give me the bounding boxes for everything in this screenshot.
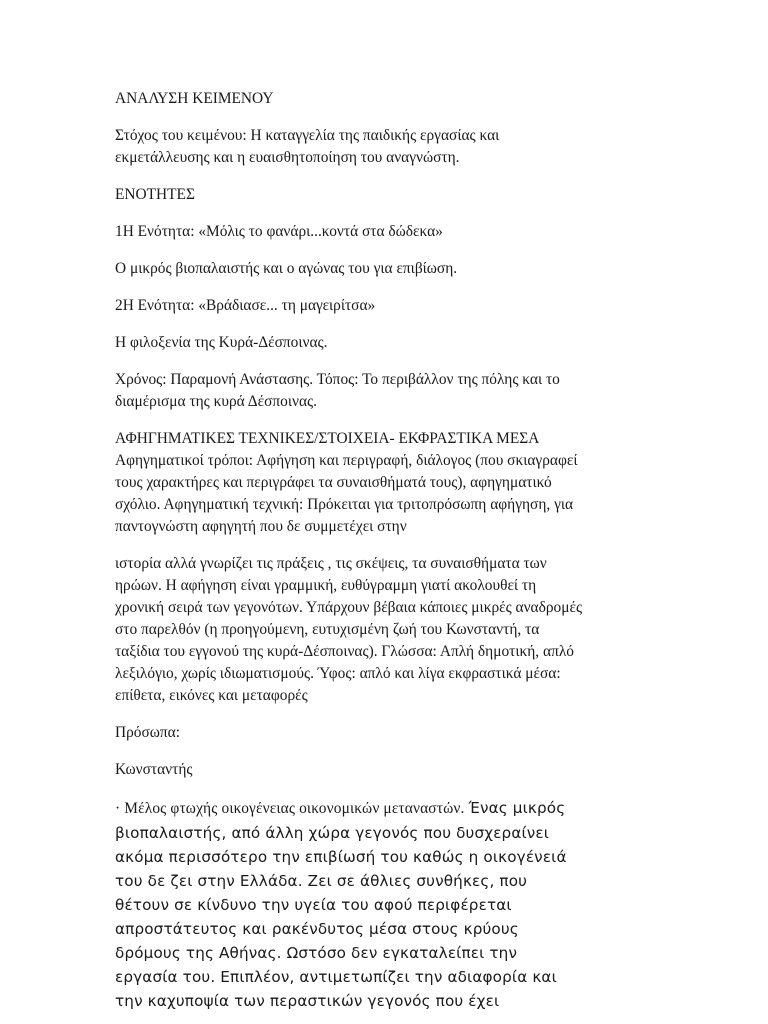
narration-line: ιστορία αλλά γνωρίζει τις πράξεις , τις σκέψεις, τα συναισθήματα των [115,555,547,572]
techniques-line: τους χαρακτήρες και περιγράφει τα συναισθήματά τους), αφηγηματικό [115,474,552,491]
techniques-line: σχόλιο. Αφηγηματική τεχνική: Πρόκειται για τριτοπρόσωπη αφήγηση, για [115,496,574,513]
person-description [115,796,655,1013]
techniques-line: παντογνώστη αφηγητή που δε συμμετέχει στην [115,518,407,535]
aim-paragraph [115,125,655,169]
person-description-line: απροστάτευτος και ρακένδυτος μέσα στους κρύους [115,920,519,938]
narration-paragraph [115,553,655,707]
person-name [115,759,655,781]
time-place-line: διαμέρισμα της κυρά Δέσποινας. [115,393,317,410]
aim-line: εκμετάλλευσης και η ευαισθητοποίηση του αναγνώστη. [115,149,460,166]
person-description-line: ακόμα περισσότερο την επιβίωσή του καθώς η οικογένειά [115,848,567,866]
persons-heading-text: Πρόσωπα: [115,724,181,741]
person-first-line [115,796,655,821]
narration-line: χρονική σειρά των γεγονότων. Υπάρχουν βέβαια κάποιες μικρές αναδρομές [115,599,583,616]
person-description-line: δρόμους της Αθήνας. Ωστόσο δεν εγκαταλείπει την [115,944,518,962]
title-text: ΑΝΑΛΥΣΗ ΚΕΙΜΕΝΟΥ [115,90,274,107]
document-title [115,88,655,110]
person-description-line: την καχυποψία των περαστικών γεγονός που έχει [115,992,500,1010]
section1-summary-text: Ο μικρός βιοπαλαιστής και ο αγώνας του για επιβίωση. [115,260,458,277]
narration-line: επίθετα, εικόνες και μεταφορές [115,687,308,704]
document-body [115,88,655,1013]
narration-line: στο παρελθόν (η προηγούμενη, ευτυχισμένη ζωή του Κωνσταντή, τα [115,621,540,638]
person-name-text: Κωνσταντής [115,761,193,778]
techniques-paragraph [115,428,655,538]
techniques-line: Αφηγηματικοί τρόποι: Αφήγηση και περιγραφή, διάλογος (που σκιαγραφεί [115,452,578,469]
narration-line: ηρώων. Η αφήγηση είναι γραμμική, ευθύγραμμη γιατί ακολουθεί τη [115,577,537,594]
section2-summary-text: Η φιλοξενία της Κυρά-Δέσποινας. [115,334,328,351]
person-description-line: του δε ζει στην Ελλάδα. Ζει σε άθλιες συνθήκες, που [115,872,528,890]
person-first-line-rest: Ένας μικρός [468,799,566,817]
time-place-line: Χρόνος: Παραμονή Ανάστασης. Τόπος: Το περιβάλλον της πόλης και το [115,371,560,388]
person-intro: · Μέλος φτωχής οικογένειας οικονομικών μεταναστών. [115,800,469,817]
section2-title [115,295,655,317]
sections-heading-text: ΕΝΟΤΗΤΕΣ [115,186,195,203]
narration-line: ταξίδια του εγγονού της κυρά-Δέσποινας). Γλώσσα: Απλή δημοτική, απλό [115,643,574,660]
narration-line: λεξιλόγιο, χωρίς ιδιωματισμούς. Ύφος: απλό και λίγα εκφραστικά μέσα: [115,665,561,682]
section1-summary [115,258,655,280]
section2-title-text: 2Η Ενότητα: «Βράδιασε... τη μαγειρίτσα» [115,297,376,314]
section1-title [115,221,655,243]
sections-heading [115,184,655,206]
section2-summary [115,332,655,354]
person-description-line: θέτουν σε κίνδυνο την υγεία του αφού περιφέρεται [115,896,512,914]
techniques-heading: ΑΦΗΓΗΜΑΤΙΚΕΣ ΤΕΧΝΙΚΕΣ/ΣΤΟΙΧΕΙΑ- ΕΚΦΡΑΣΤΙΚΑ ΜΕΣΑ [115,430,540,447]
persons-heading [115,722,655,744]
person-description-line: βιοπαλαιστής, από άλλη χώρα γεγονός που δυσχεραίνει [115,824,550,842]
section1-title-text: 1Η Ενότητα: «Μόλις το φανάρι...κοντά στα δώδεκα» [115,223,443,240]
aim-line: Στόχος του κειμένου: Η καταγγελία της παιδικής εργασίας και [115,127,500,144]
person-description-line: εργασία του. Επιπλέον, αντιμετωπίζει την αδιαφορία και [115,968,557,986]
time-place-paragraph [115,369,655,413]
